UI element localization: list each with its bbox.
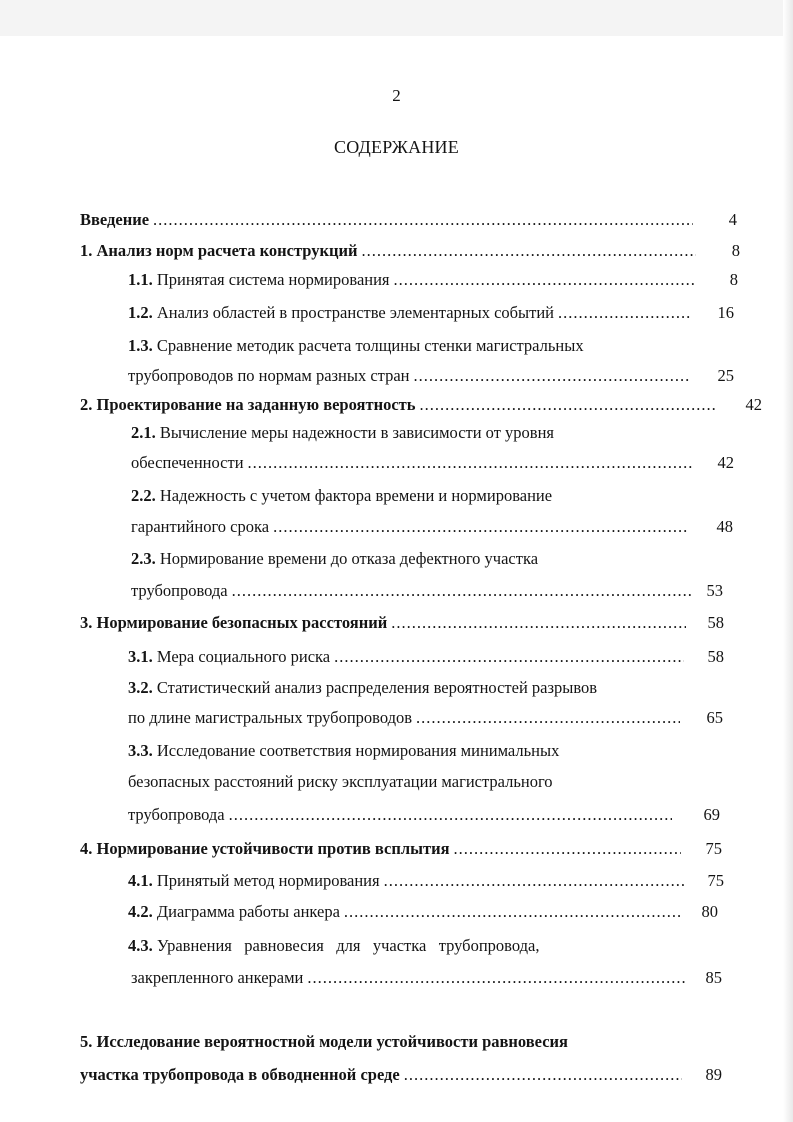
dot-leader: [404, 1063, 682, 1087]
toc-page: 48: [716, 517, 733, 536]
toc-entry-text: Диаграмма работы анкера: [156, 902, 340, 921]
toc-entry-text-cont: трубопровода: [131, 581, 228, 600]
toc-entry-number: 1.2.: [128, 303, 153, 322]
toc-entry-intro: [80, 208, 697, 232]
toc-entry-number: 2.3.: [131, 549, 156, 568]
toc-entry-number: 2.2.: [131, 486, 156, 505]
dot-leader: [334, 645, 684, 669]
toc-entry-chapter-1: [80, 239, 700, 263]
toc-entry-4-3: [128, 934, 598, 958]
dot-leader: [420, 393, 717, 417]
toc-entry-number: 4.3.: [128, 936, 153, 955]
toc-entry-4-1: [128, 869, 690, 893]
scan-top-edge: [0, 0, 793, 36]
toc-entry-text: Принятая система нормирования: [156, 270, 390, 289]
toc-page: 42: [745, 395, 762, 414]
toc-entry-2-3: [131, 547, 538, 571]
toc-entry-text-cont: по длине магистральных трубопроводов: [128, 708, 413, 727]
toc-entry-chapter-5-cont: [80, 1063, 686, 1087]
toc-entry-text: Введение: [80, 210, 150, 229]
dot-leader: [416, 706, 680, 730]
page-number: 2: [392, 86, 401, 105]
toc-entry-number: 4.2.: [128, 902, 153, 921]
toc-page: 8: [729, 270, 738, 289]
toc-entry-text-cont: участка трубопровода в обводненной среде: [80, 1065, 400, 1084]
toc-entry-3-3-cont: [128, 803, 676, 827]
scan-right-edge: [783, 0, 793, 1122]
dot-leader: [394, 268, 694, 292]
dot-leader: [384, 869, 686, 893]
toc-entry-number: 2.1.: [131, 423, 156, 442]
toc-page: 65: [706, 708, 723, 727]
dot-leader: [273, 515, 689, 539]
toc-entry-text-cont: трубопровода: [128, 805, 225, 824]
dot-leader: [558, 301, 690, 325]
toc-page: 42: [717, 453, 734, 472]
toc-entry-text: Вычисление меры надежности в зависимости от уровня: [159, 423, 555, 442]
toc-page: 58: [707, 613, 724, 632]
toc-entry-number: 1.3.: [128, 336, 153, 355]
toc-page: 89: [705, 1065, 722, 1084]
toc-page: 25: [717, 366, 734, 385]
toc-page: 4: [728, 210, 737, 229]
toc-entry-text-cont: обеспеченности: [131, 453, 244, 472]
toc-page: 16: [717, 303, 734, 322]
dot-leader: [248, 451, 692, 475]
toc-entry-text: Мера социального риска: [156, 647, 331, 666]
toc-entry-text-cont: гарантийного срока: [131, 517, 270, 536]
toc-entry-1-3: [128, 334, 584, 358]
toc-entry-text: Статистический анализ распределения вероятностей разрывов: [156, 678, 598, 697]
toc-entry-number: 1.1.: [128, 270, 153, 289]
toc-page: 80: [701, 902, 718, 921]
toc-entry-text-cont: закрепленного анкерами: [131, 968, 304, 987]
toc-entry-text: 4. Нормирование устойчивости против всплытия: [80, 839, 450, 858]
toc-page: 85: [705, 968, 722, 987]
toc-entry-3-2: [128, 676, 597, 700]
toc-entry-number: 3.2.: [128, 678, 153, 697]
toc-entry-number: 4.1.: [128, 871, 153, 890]
toc-entry-text-cont: трубопроводов по нормам разных стран: [128, 366, 410, 385]
toc-entry-2-1-cont: [131, 451, 696, 475]
toc-entry-4-2: [128, 900, 684, 924]
toc-entry-number: 3.1.: [128, 647, 153, 666]
dot-leader: [307, 966, 687, 990]
toc-page: 75: [707, 871, 724, 890]
toc-entry-1-1: [128, 268, 698, 292]
toc-page: 8: [731, 241, 740, 260]
toc-page: 75: [705, 839, 722, 858]
dot-leader: [344, 900, 680, 924]
toc-entry-text: Сравнение методик расчета толщины стенки магистральных: [156, 336, 584, 355]
toc-entry-2-1: [131, 421, 554, 445]
toc-entry-text: Надежность с учетом фактора времени и нормирование: [159, 486, 553, 505]
dot-leader: [362, 239, 696, 263]
dot-leader: [414, 364, 691, 388]
toc-entry-text: Анализ областей в пространстве элементарных событий: [156, 303, 555, 322]
toc-entry-chapter-2: [80, 393, 720, 417]
toc-entry-text: Нормирование времени до отказа дефектного участка: [159, 549, 539, 568]
toc-entry-3-3: [128, 739, 559, 763]
toc-entry-text: Уравнения равновесия для участка трубопровода,: [156, 936, 540, 955]
toc-entry-chapter-5: 5. Исследование вероятностной модели устойчивости равновесия: [80, 1032, 568, 1051]
dot-leader: [454, 837, 681, 861]
dot-leader: [153, 208, 693, 232]
toc-entry-text: 3. Нормирование безопасных расстояний: [80, 613, 388, 632]
toc-entry-text: 2. Проектирование на заданную вероятность: [80, 395, 416, 414]
toc-entry-text: Исследование соответствия нормирования минимальных: [156, 741, 560, 760]
dot-leader: [232, 579, 693, 603]
toc-entry-text: 1. Анализ норм расчета конструкций: [80, 241, 358, 260]
toc-entry-3-1: [128, 645, 688, 669]
toc-entry-text: Принятый метод нормирования: [156, 871, 380, 890]
toc-entry-2-3-cont: [131, 579, 697, 603]
toc-entry-3-2-cont: [128, 706, 684, 730]
page-title: СОДЕРЖАНИЕ: [334, 137, 459, 157]
toc-entry-1-3-cont: [128, 364, 694, 388]
toc-entry-4-3-cont: [131, 966, 691, 990]
toc-entry-chapter-3: [80, 611, 690, 635]
toc-entry-chapter-4: [80, 837, 685, 861]
toc-page: 53: [706, 581, 723, 600]
toc-entry-2-2: [131, 484, 552, 508]
toc-entry-2-2-cont: [131, 515, 693, 539]
toc-entry-1-2: [128, 301, 694, 325]
toc-page: 58: [707, 647, 724, 666]
toc-entry-number: 3.3.: [128, 741, 153, 760]
toc-page: 69: [703, 805, 720, 824]
dot-leader: [229, 803, 672, 827]
toc-entry-3-3-cont2: безопасных расстояний риску эксплуатации магистрального: [128, 772, 553, 791]
dot-leader: [391, 611, 686, 635]
